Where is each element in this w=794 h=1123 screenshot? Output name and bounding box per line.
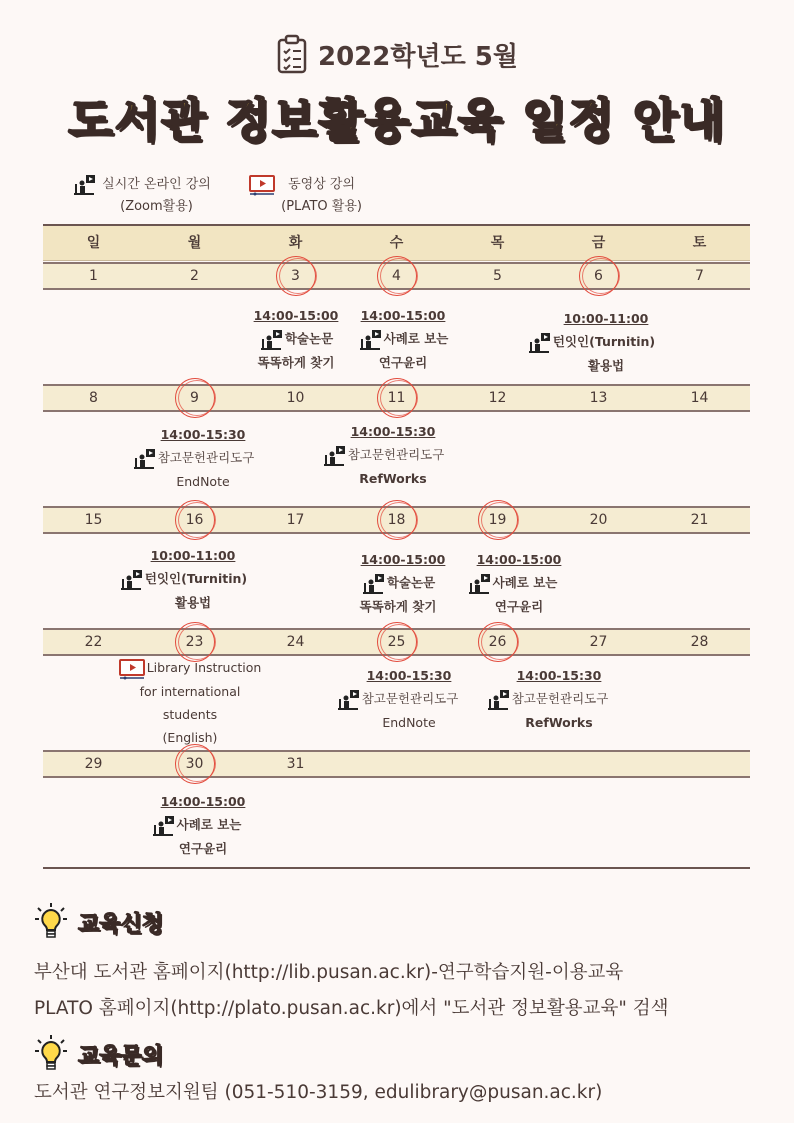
event-30 bbox=[134, 790, 258, 860]
event-subtitle: 똑똑하게 찾기 bbox=[257, 354, 335, 370]
event-subtitle: 연구윤리 bbox=[378, 354, 428, 370]
date-cell bbox=[346, 630, 447, 654]
legend-video-line2: (PLATO 활용) bbox=[281, 199, 362, 214]
date-cell: 20 bbox=[589, 512, 608, 528]
presenter-icon bbox=[259, 329, 283, 351]
presenter-icon bbox=[361, 573, 385, 595]
date-cell bbox=[144, 630, 245, 654]
date-cell: 28 bbox=[690, 634, 709, 650]
main-title: 도서관 정보활용교육 일정 안내 bbox=[68, 93, 726, 147]
date-circle-mark bbox=[478, 622, 518, 662]
date-cell: 1 bbox=[89, 268, 98, 284]
presenter-icon bbox=[151, 815, 175, 837]
event-title: 참고문헌관리도구 bbox=[361, 691, 459, 706]
event-subtitle: (English) bbox=[162, 729, 218, 745]
date-cell: 14 bbox=[690, 390, 709, 406]
date-number: 30 bbox=[185, 756, 204, 772]
presenter-icon bbox=[336, 689, 360, 711]
inquiry-heading bbox=[34, 1034, 163, 1074]
week-row bbox=[43, 506, 750, 534]
date-cell: 22 bbox=[84, 634, 103, 650]
presenter-icon bbox=[467, 573, 491, 595]
date-number: 26 bbox=[488, 634, 507, 650]
date-number: 18 bbox=[387, 512, 406, 528]
legend-video-line1: 동영상 강의 bbox=[288, 177, 356, 192]
date-cell bbox=[447, 508, 548, 532]
event-time: 14:00-15:00 bbox=[360, 308, 446, 323]
event-subtitle: RefWorks bbox=[359, 470, 427, 486]
event-23 bbox=[114, 656, 266, 749]
event-time: 14:00-15:30 bbox=[350, 424, 436, 439]
date-circle-mark bbox=[377, 622, 417, 662]
event-time: 10:00-11:00 bbox=[563, 311, 649, 326]
event-subtitle: students bbox=[162, 706, 218, 722]
legend-video bbox=[249, 174, 362, 218]
inquiry-title: 교육문의 bbox=[78, 1043, 164, 1069]
event-subtitle: 연구윤리 bbox=[178, 840, 228, 856]
date-cell: 2 bbox=[190, 268, 199, 284]
legend-zoom-line2: (Zoom활용) bbox=[120, 199, 193, 214]
date-circle-mark bbox=[175, 500, 215, 540]
apply-line1: 부산대 도서관 홈페이지(http://lib.pusan.ac.kr)-연구학습지원-이용교육 bbox=[34, 962, 624, 983]
event-11 bbox=[308, 420, 458, 490]
event-title: 학술논문 bbox=[386, 575, 436, 590]
event-title: 학술논문 bbox=[284, 331, 334, 346]
event-title: 턴잇인(Turnitin) bbox=[144, 571, 248, 586]
video-player-icon bbox=[249, 174, 275, 196]
date-cell bbox=[245, 264, 346, 288]
date-number: 19 bbox=[488, 512, 507, 528]
apply-line2: PLATO 홈페이지(http://plato.pusan.ac.kr)에서 "도서관 정보활용교육" 검색 bbox=[34, 998, 669, 1019]
event-9 bbox=[118, 423, 268, 493]
date-cell bbox=[447, 752, 548, 776]
date-cell: 21 bbox=[690, 512, 709, 528]
event-time: 14:00-15:00 bbox=[476, 552, 562, 567]
event-subtitle: 활용법 bbox=[587, 357, 625, 373]
date-circle-mark bbox=[377, 378, 417, 418]
date-number: 3 bbox=[291, 268, 300, 284]
calendar-bottom-divider bbox=[43, 867, 750, 869]
date-cell bbox=[649, 752, 750, 776]
date-number: 4 bbox=[392, 268, 401, 284]
date-cell: 5 bbox=[493, 268, 502, 284]
event-time: 14:00-15:30 bbox=[516, 668, 602, 683]
legend-zoom-line1: 실시간 온라인 강의 bbox=[102, 177, 211, 192]
date-number: 23 bbox=[185, 634, 204, 650]
event-time: 14:00-15:00 bbox=[160, 794, 246, 809]
event-title: 사례로 보는 bbox=[176, 817, 242, 832]
weekday-wed: 수 bbox=[389, 235, 404, 251]
date-circle-mark bbox=[579, 256, 619, 296]
date-cell: 24 bbox=[286, 634, 305, 650]
date-number: 6 bbox=[594, 268, 603, 284]
weekday-tue: 화 bbox=[288, 235, 303, 251]
date-circle-mark bbox=[478, 500, 518, 540]
date-cell bbox=[346, 386, 447, 410]
date-circle-mark bbox=[276, 256, 316, 296]
presenter-icon bbox=[119, 569, 143, 591]
event-title: 참고문헌관리도구 bbox=[511, 691, 609, 706]
event-16 bbox=[108, 544, 258, 614]
event-26 bbox=[472, 664, 622, 734]
event-title: 참고문헌관리도구 bbox=[157, 450, 255, 465]
clipboard-check-icon bbox=[276, 34, 308, 74]
event-subtitle: 똑똑하게 찾기 bbox=[359, 598, 437, 614]
event-subtitle: EndNote bbox=[176, 473, 230, 489]
event-18 bbox=[338, 548, 458, 618]
presenter-icon bbox=[527, 332, 551, 354]
event-title: 턴잇인(Turnitin) bbox=[552, 334, 656, 349]
date-cell: 7 bbox=[695, 268, 704, 284]
date-cell: 13 bbox=[589, 390, 608, 406]
event-title: 참고문헌관리도구 bbox=[347, 447, 445, 462]
event-time: 14:00-15:30 bbox=[366, 668, 452, 683]
date-cell: 12 bbox=[488, 390, 507, 406]
event-title: Library Instruction bbox=[146, 660, 262, 675]
year-title: 2022학년도 5월 bbox=[318, 41, 518, 72]
date-cell bbox=[548, 752, 649, 776]
date-cell bbox=[144, 752, 245, 776]
weekday-fri: 금 bbox=[591, 235, 606, 251]
date-cell: 17 bbox=[286, 512, 305, 528]
event-time: 14:00-15:00 bbox=[253, 308, 339, 323]
video-player-icon bbox=[119, 658, 145, 680]
date-circle-mark bbox=[175, 744, 215, 784]
date-cell: 27 bbox=[589, 634, 608, 650]
presenter-icon bbox=[322, 445, 346, 467]
date-cell bbox=[346, 508, 447, 532]
event-time: 10:00-11:00 bbox=[150, 548, 236, 563]
date-cell bbox=[346, 752, 447, 776]
event-subtitle: 활용법 bbox=[174, 594, 212, 610]
presenter-icon bbox=[132, 448, 156, 470]
event-title: 사례로 보는 bbox=[492, 575, 558, 590]
presenter-icon bbox=[358, 329, 382, 351]
date-cell bbox=[144, 386, 245, 410]
weekday-mon: 월 bbox=[187, 235, 202, 251]
date-cell: 31 bbox=[286, 756, 305, 772]
apply-heading bbox=[34, 902, 163, 942]
presenter-icon bbox=[72, 174, 96, 196]
weekday-thu: 목 bbox=[490, 235, 505, 251]
event-19 bbox=[450, 548, 574, 618]
event-time: 14:00-15:30 bbox=[160, 427, 246, 442]
date-cell: 8 bbox=[89, 390, 98, 406]
weekday-sat: 토 bbox=[692, 235, 707, 251]
legend-zoom bbox=[72, 174, 211, 218]
event-subtitle: EndNote bbox=[382, 714, 436, 730]
event-subtitle: for international bbox=[139, 683, 241, 699]
week-row bbox=[43, 262, 750, 290]
date-cell: 10 bbox=[286, 390, 305, 406]
event-title: 사례로 보는 bbox=[383, 331, 449, 346]
event-25 bbox=[322, 664, 472, 734]
inquiry-line1: 도서관 연구정보지원팀 (051-510-3159, edulibrary@pusan.ac.kr) bbox=[34, 1082, 603, 1103]
presenter-icon bbox=[486, 689, 510, 711]
weekday-sun: 일 bbox=[86, 235, 101, 251]
date-cell: 15 bbox=[84, 512, 103, 528]
date-number: 16 bbox=[185, 512, 204, 528]
date-circle-mark bbox=[377, 500, 417, 540]
lightbulb-icon bbox=[34, 902, 68, 942]
header-year bbox=[0, 34, 794, 74]
date-cell bbox=[144, 508, 245, 532]
date-number: 25 bbox=[387, 634, 406, 650]
date-cell bbox=[346, 264, 447, 288]
date-circle-mark bbox=[377, 256, 417, 296]
lightbulb-icon bbox=[34, 1034, 68, 1074]
date-number: 9 bbox=[190, 390, 199, 406]
week-row bbox=[43, 384, 750, 412]
date-cell: 29 bbox=[84, 756, 103, 772]
event-3 bbox=[236, 304, 356, 374]
event-subtitle: 연구윤리 bbox=[494, 598, 544, 614]
event-time: 14:00-15:00 bbox=[360, 552, 446, 567]
date-cell bbox=[447, 630, 548, 654]
apply-title: 교육신청 bbox=[78, 911, 164, 937]
date-number: 11 bbox=[387, 390, 406, 406]
week-row bbox=[43, 750, 750, 778]
week-row bbox=[43, 628, 750, 656]
date-circle-mark bbox=[175, 378, 215, 418]
date-cell bbox=[548, 264, 649, 288]
event-subtitle: RefWorks bbox=[525, 714, 593, 730]
event-4 bbox=[344, 304, 462, 374]
event-6 bbox=[516, 307, 666, 377]
